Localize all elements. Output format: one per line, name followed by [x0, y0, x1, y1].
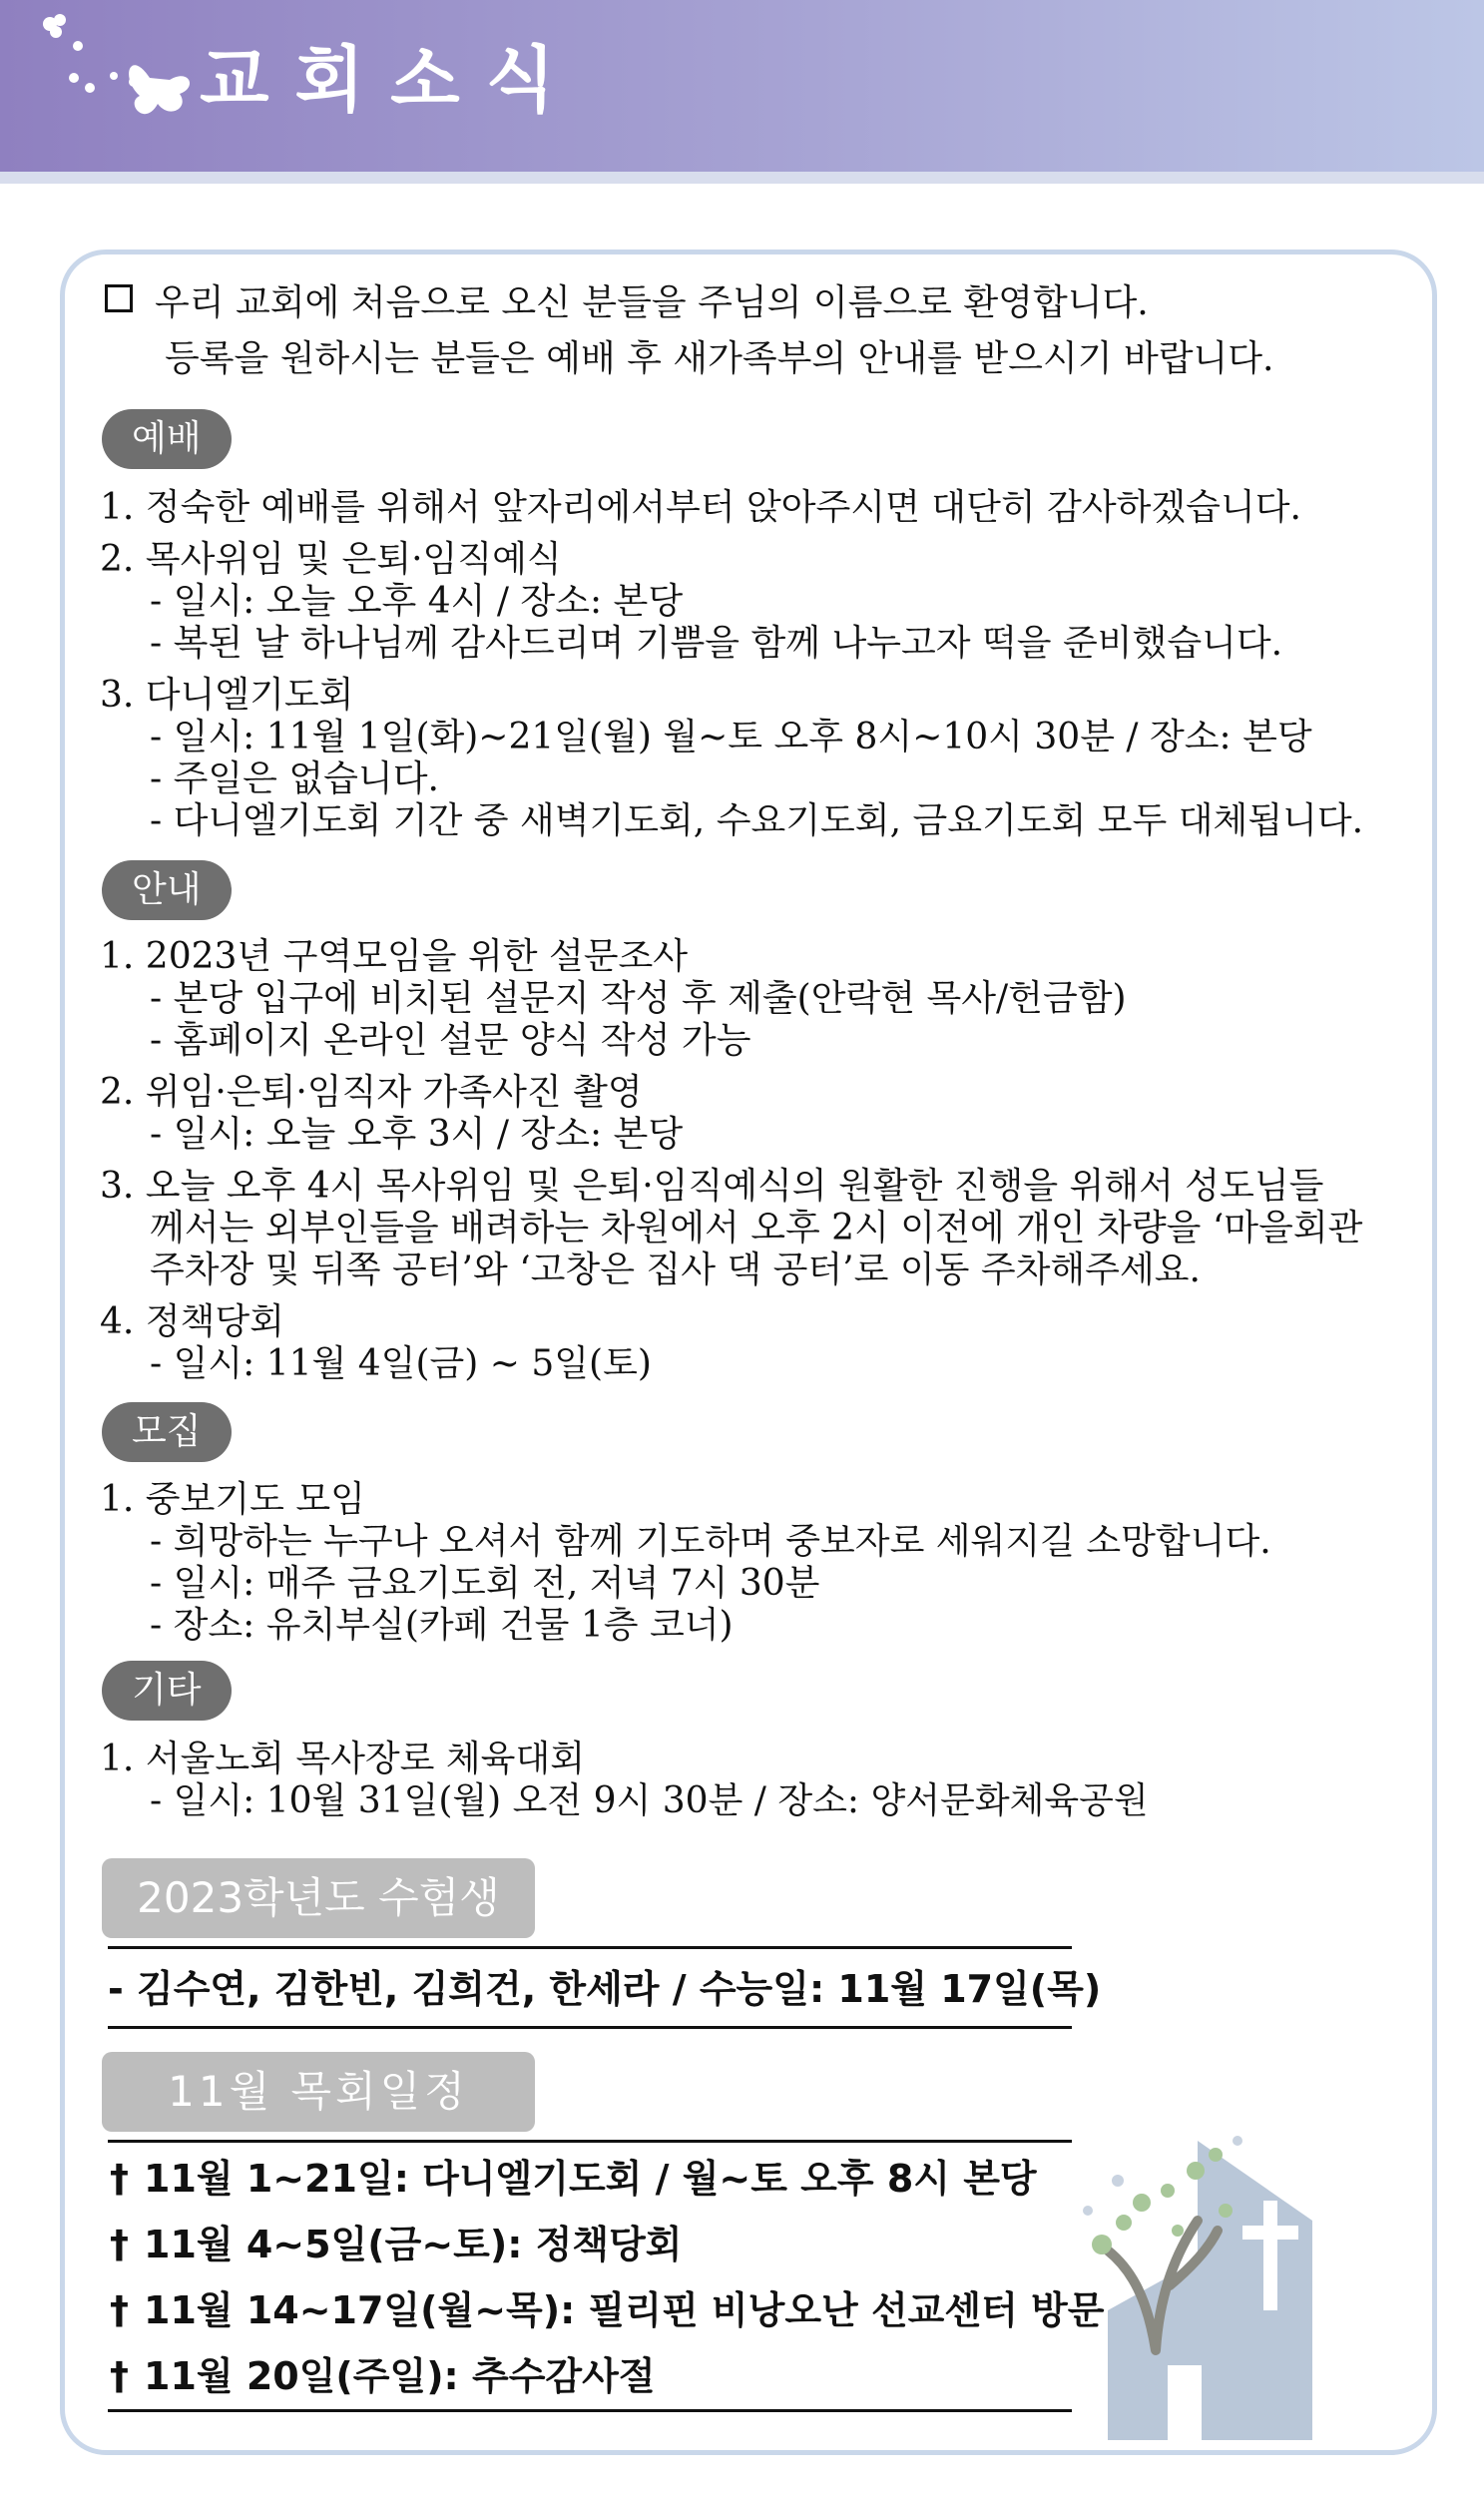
- checkbox-icon: [105, 284, 133, 312]
- header-underline: [0, 172, 1484, 184]
- schedule-item: † 11월 4~5일(금~토): 정책당회: [110, 2212, 1104, 2277]
- exam-tab: 2023학년도 수험생: [102, 1858, 535, 1938]
- welcome-intro: [105, 275, 1274, 387]
- notice-item-2: 2. 위임·은퇴·임직자 가족사진 촬영: [100, 1072, 643, 1113]
- schedule-rule-bottom: [108, 2409, 1072, 2412]
- schedule-tab: 11월 목회일정: [102, 2052, 535, 2132]
- worship-item-1: 1. 정숙한 예배를 위해서 앞자리에서부터 앉아주시면 대단히 감사하겠습니다.: [100, 487, 1301, 528]
- church-tree-illustration: [1078, 2111, 1337, 2440]
- notice-item-2a: - 일시: 오늘 오후 3시 / 장소: 본당: [150, 1114, 684, 1155]
- notice-item-4: 4. 정책당회: [100, 1301, 284, 1342]
- etc-item-1: 1. 서울노회 목사장로 체육대회: [100, 1739, 585, 1779]
- section-label-notice: 안내: [102, 860, 232, 920]
- cross-icon: †: [110, 2288, 129, 2332]
- schedule-list: [110, 2146, 1104, 2409]
- notice-item-1a: - 본당 입구에 비치된 설문지 작성 후 제출(안락현 목사/헌금함): [150, 978, 1127, 1019]
- recruit-item-1b: - 일시: 매주 금요기도회 전, 저녁 7시 30분: [150, 1563, 820, 1604]
- exam-rule-top: [108, 1946, 1072, 1949]
- notice-item-1b: - 홈페이지 온라인 설문 양식 작성 가능: [150, 1020, 751, 1061]
- etc-section: [100, 1739, 1149, 1822]
- cross-icon: †: [110, 2223, 129, 2266]
- notice-item-3: 3. 오늘 오후 4시 목사위임 및 은퇴·임직예식의 원활한 진행을 위해서 성도님들: [100, 1166, 1324, 1207]
- etc-item-1a: - 일시: 10월 31일(월) 오전 9시 30분 / 장소: 양서문화체육공원: [150, 1780, 1149, 1821]
- worship-item-3c: - 다니엘기도회 기간 중 새벽기도회, 수요기도회, 금요기도회 모두 대체됩니다.: [150, 800, 1364, 841]
- section-label-recruit: 모집: [102, 1402, 232, 1462]
- recruit-section: [100, 1479, 1271, 1647]
- recruit-item-1c: - 장소: 유치부실(카페 건물 1층 코너): [150, 1605, 734, 1646]
- cross-icon: †: [110, 2157, 129, 2201]
- notice-item-3-wrap-2: 주차장 및 뒤쪽 공터’와 ‘고창은 집사 댁 공터’로 이동 주차해주세요.: [150, 1250, 1201, 1290]
- worship-item-3: 3. 다니엘기도회: [100, 675, 354, 716]
- worship-item-3a: - 일시: 11월 1일(화)~21일(월) 월~토 오후 8시~10시 30분 / 장소: 본당: [150, 717, 1312, 757]
- notice-item-1: 1. 2023년 구역모임을 위한 설문조사: [100, 936, 689, 977]
- worship-item-3b: - 주일은 없습니다.: [150, 758, 439, 799]
- exam-students: - 김수연, 김한빈, 김희건, 한세라 / 수능일: 11월 17일(목): [108, 1967, 1102, 2011]
- intro-line-1: 우리 교회에 처음으로 오신 분들을 주님의 이름으로 환영합니다.: [155, 282, 1149, 323]
- schedule-rule-top: [108, 2140, 1072, 2143]
- intro-line-2: 등록을 원하시는 분들은 예배 후 새가족부의 안내를 받으시기 바랍니다.: [165, 338, 1274, 379]
- butterfly-icon: [30, 8, 200, 128]
- page-title: 교회소식: [200, 38, 582, 122]
- section-label-worship: 예배: [102, 409, 232, 469]
- section-label-etc: 기타: [102, 1661, 232, 1721]
- notice-section: [100, 936, 1362, 1385]
- notice-item-4a: - 일시: 11월 4일(금) ~ 5일(토): [150, 1343, 652, 1384]
- schedule-item: † 11월 1~21일: 다니엘기도회 / 월~토 오후 8시 본당: [110, 2146, 1104, 2212]
- cross-icon: †: [110, 2354, 129, 2398]
- exam-rule-bottom: [108, 2026, 1072, 2029]
- worship-item-2a: - 일시: 오늘 오후 4시 / 장소: 본당: [150, 581, 684, 622]
- worship-item-2: 2. 목사위임 및 은퇴·임직예식: [100, 539, 562, 580]
- notice-item-3-wrap-1: 께서는 외부인들을 배려하는 차원에서 오후 2시 이전에 개인 차량을 ‘마을회관: [150, 1208, 1363, 1249]
- worship-item-2b: - 복된 날 하나님께 감사드리며 기쁨을 함께 나누고자 떡을 준비했습니다.: [150, 623, 1283, 664]
- recruit-item-1: 1. 중보기도 모임: [100, 1479, 365, 1520]
- recruit-item-1a: - 희망하는 누구나 오셔서 함께 기도하며 중보자로 세워지길 소망합니다.: [150, 1521, 1271, 1562]
- schedule-item: † 11월 14~17일(월~목): 필리핀 비낭오난 선교센터 방문: [110, 2277, 1104, 2343]
- worship-section: [100, 487, 1363, 842]
- schedule-item: † 11월 20일(주일): 추수감사절: [110, 2343, 1104, 2409]
